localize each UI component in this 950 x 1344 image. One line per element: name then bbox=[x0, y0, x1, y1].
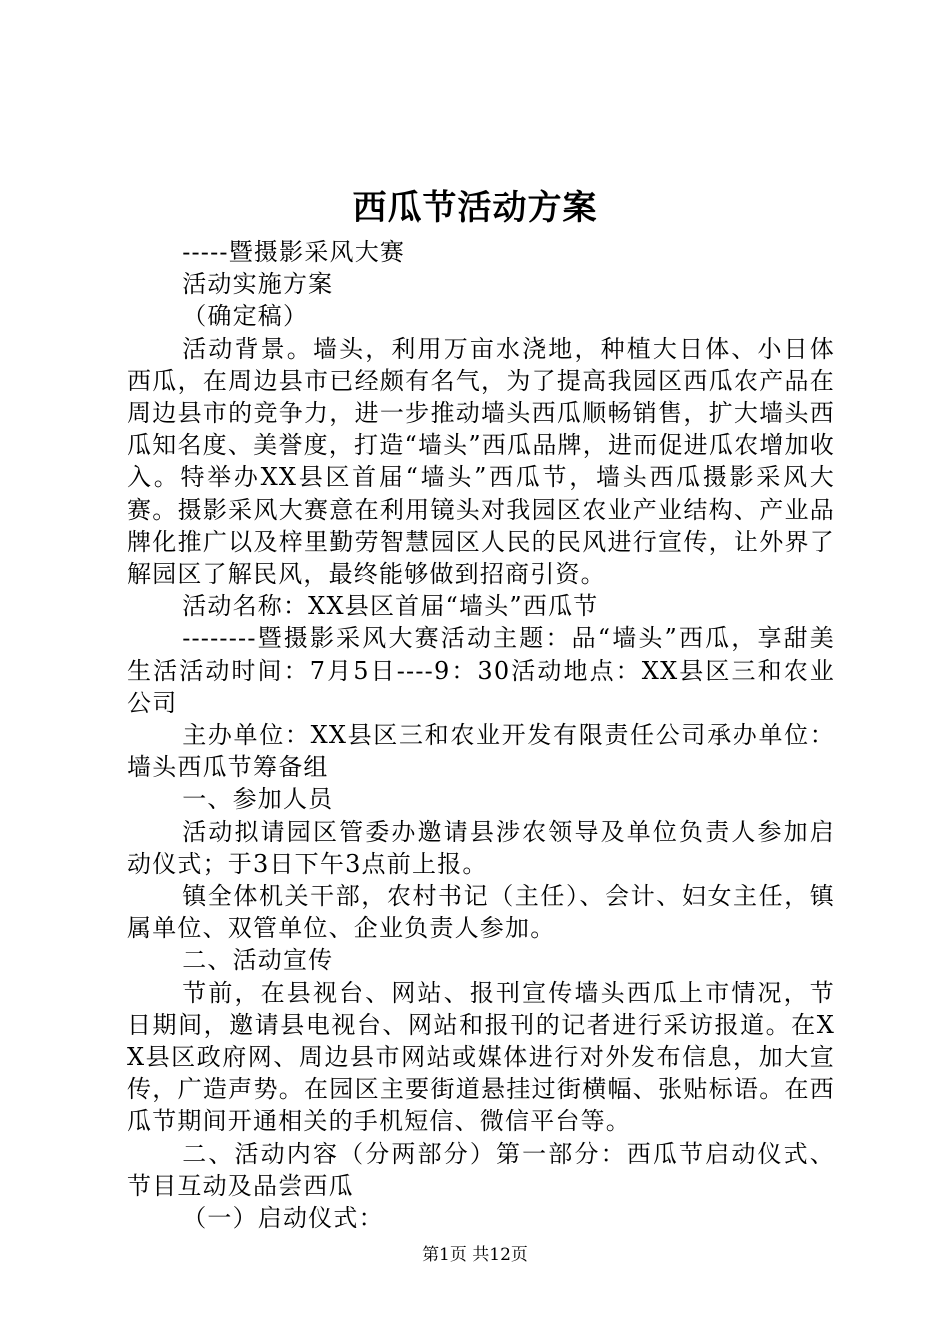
section-heading-participants: 一、参加人员 bbox=[182, 785, 334, 814]
participants-paragraph-1: 活动拟请园区管委办邀请县涉农领导及单位负责人参加启动仪式；于3日下午3点前上报。 bbox=[127, 817, 835, 878]
background-paragraph: 活动背景。墙头，利用万亩水浇地，种植大日体、小日体西瓜，在周边县市已经颇有名气，为了提高我园区西瓜农产品在周边县市的竞争力，进一步推动墙头西瓜顺畅销售，扩大墙头西瓜知名度、美誉度，打造“墙头”西瓜品牌，进而促进瓜农增加收入。特举办XX县区首届“墙头”西瓜节，墙头西瓜摄影采风大赛。摄影采风大赛意在利用镜头对我园区农业产业结构、产业品牌化推广以及梓里勤劳智慧园区人民的民风进行宣传，让外界了解园区了解民风，最终能够做到招商引资。 bbox=[127, 334, 835, 589]
publicity-paragraph: 节前，在县视台、网站、报刊宣传墙头西瓜上市情况，节日期间，邀请县电视台、网站和报刊的记者进行采访报道。在XX县区政府网、周边县市网站或媒体进行对外发布信息，加大宣传，广造声势。在园区主要街道悬挂过街横幅、张贴标语。在西瓜节期间开通相关的手机短信、微信平台等。 bbox=[127, 978, 835, 1136]
activity-details: --------暨摄影采风大赛活动主题：品“墙头”西瓜，享甜美生活活动时间：7月5日----9：30活动地点：XX县区三和农业公司 bbox=[127, 624, 835, 717]
participants-paragraph-2: 镇全体机关干部，农村书记（主任）、会计、妇女主任，镇属单位、双管单位、企业负责人参加。 bbox=[127, 882, 835, 943]
plan-label: 活动实施方案 bbox=[182, 270, 334, 299]
subtitle-line: -----暨摄影采风大赛 bbox=[182, 238, 406, 266]
document-title: 西瓜节活动方案 bbox=[352, 188, 598, 228]
page-number: 第1页 共12页 bbox=[422, 1245, 528, 1265]
section-heading-publicity: 二、活动宣传 bbox=[182, 946, 334, 975]
subsection-heading-ceremony: （一）启动仪式： bbox=[182, 1204, 384, 1233]
document-body bbox=[127, 236, 835, 1234]
section-heading-content: 二、活动内容（分两部分）第一部分：西瓜节启动仪式、节目互动及品尝西瓜 bbox=[127, 1139, 835, 1200]
draft-status: （确定稿） bbox=[182, 302, 309, 331]
organizer-info: 主办单位：XX县区三和农业开发有限责任公司承办单位：墙头西瓜节筹备组 bbox=[127, 721, 835, 782]
activity-name: 活动名称：XX县区首届“墙头”西瓜节 bbox=[182, 592, 599, 621]
